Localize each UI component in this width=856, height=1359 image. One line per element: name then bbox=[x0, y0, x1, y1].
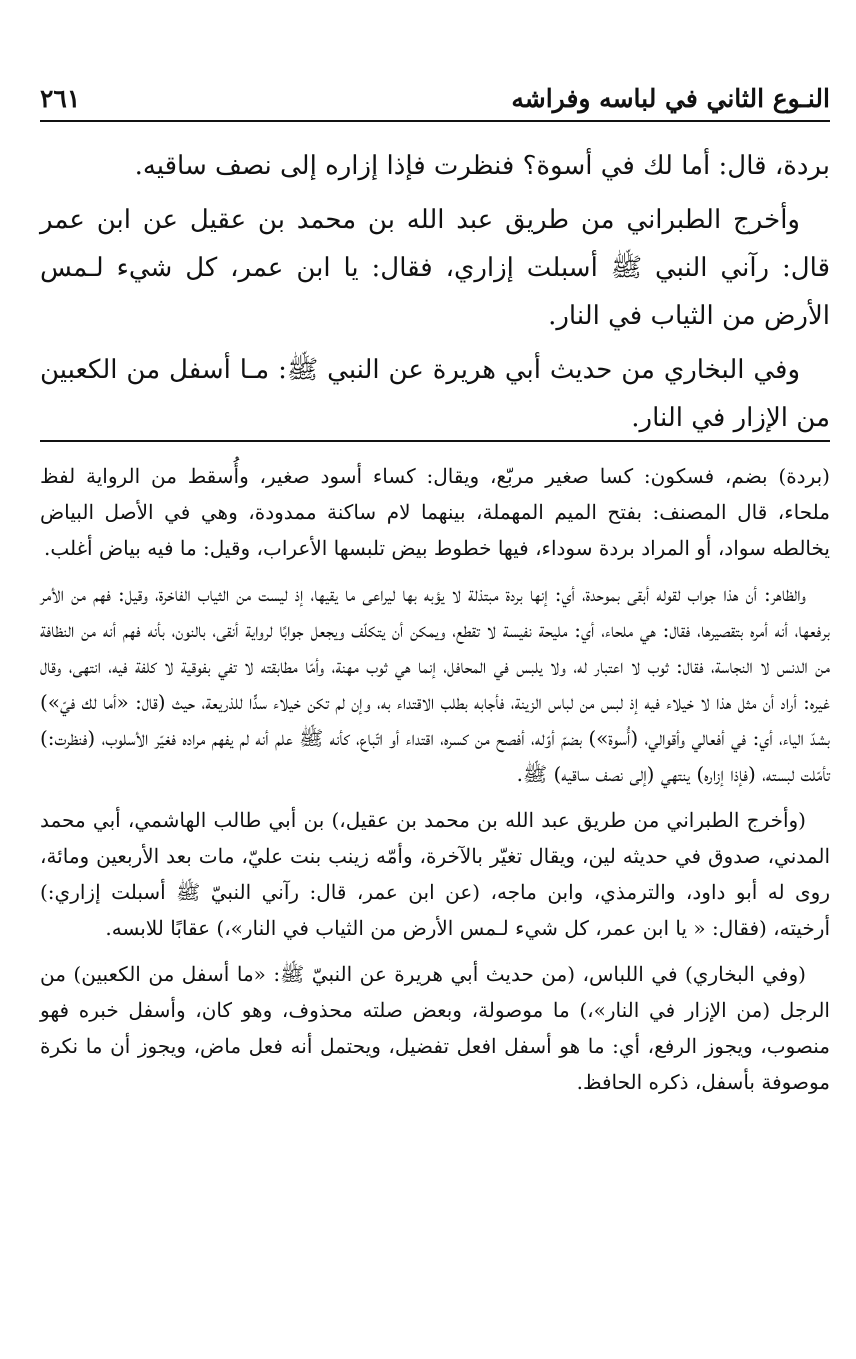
header-rule bbox=[40, 120, 830, 122]
commentary-paragraph-3: (وأخرج الطبراني من طريق عبد الله بن محمد بن عقيل،) بن أبي طالب الهاشمي، أبي محمد المدني، صدوق في حديثه لين، ويقال تغيّر بالآخرة، وأمّه زينب بنت عليّ، مات بعد الأربعين ومائة، روى له أبو داود، والترمذي، وابن ماجه، (عن ابن عمر، قال: رآني النبيّ ﷺ أسبلت إزاري:) أرخيته، (فقال: « يا ابن عمر، كل شيء لـمس الأرض من الثياب في النار»،) عقابًا للابسه. bbox=[40, 808, 830, 940]
commentary-paragraph-4: (وفي البخاري) في اللباس، (من حديث أبي هريرة عن النبيّ ﷺ: «ما أسفل من الكعبين) من الرجل (من الإزار في النار»،) ما موصولة، وبعض صلته محذوف، وهو كان، وأسفل خبره فهو منصوب، ويجوز الرفع، أي: ما هو أسفل افعل تفضيل، ويحتمل أنه فعل ماض، ويجوز أن ما نكرة موصوفة بأسفل، ذكره الحافظ. bbox=[40, 962, 830, 1094]
main-text bbox=[40, 142, 830, 448]
header-title: النـوع الثاني في لباسه وفراشه bbox=[511, 83, 830, 113]
commentary-paragraph-2: والظاهر: أن هذا جواب لقوله أبقى بموحدة، أي: إنها بردة مبتذلة لا يؤبه بها ليراعى ما يقيها، إذ ليست من الثياب الفاخرة، وقيل: فهم من الأمر برفعها، أنه أمره بتقصيرها، فقال: هي ملحاء، أي: مليحة نفيسة لا تقطع، ويمكن أن يتكلّف ويجعل جوابًا لرواية أنقى، بالنون، بأنه فهم أنه من النظافة من الدنس لا النجاسة، فقال: ثوب لا اعتبار له، ولا يلبس في المحافل، إنما هي ثوب مهنة، وأمّا مطابقته لا تفي بفوقية لا كلفة فيه، انتهى، وقال غيره: أراد أن مثل هذا لا خيلاء فيه إذ لبس من لباس الزينة، فأجابه بطلب الاقتداء به، وإن لم تكن خيلاء سدًّا للذريعة، حيث (قال: «أما لك فيّ») بشدّ الياء، أي: في أفعالي وأقوالي، (أُسوة») بضمّ أوّله، أفصح من كسره، اقتداء أو اتّباع، كأنه ﷺ علم أنه لم يفهم مراده فغيّر الأسلوب، (فنظرت:) تأمّلت لبسته، (فإذا إزاره) ينتهي (إلى نصف ساقيه) ﷺ. bbox=[40, 582, 830, 786]
main-paragraph-2: وأخرج الطبراني من طريق عبد الله بن محمد بن عقيل عن ابن عمر قال: رآني النبي ﷺ أسبلت إزاري، فقال: يا ابن عمر، كل شيء لـمس الأرض من الثياب في النار. bbox=[40, 205, 830, 331]
page-number: ٢٦١ bbox=[40, 83, 81, 113]
document-page bbox=[40, 0, 830, 1359]
running-header bbox=[40, 76, 830, 120]
main-paragraph-3: وفي البخاري من حديث أبي هريرة عن النبي ﷺ: مـا أسفل من الكعبين من الإزار في النار. bbox=[40, 355, 830, 433]
main-paragraph-1: بردة، قال: أما لك في أسوة؟ فنظرت فإذا إزاره إلى نصف ساقيه. bbox=[134, 151, 830, 181]
footnote-separator bbox=[40, 440, 830, 442]
commentary bbox=[40, 458, 830, 1110]
commentary-paragraph-1: (بردة) بضم، فسكون: كسا صغير مربّع، ويقال: كساء أسود صغير، وأُسقط من الرواية لفظ ملحاء، قال المصنف: بفتح الميم المهملة، بينهما لام ساكنة ممدودة، وهي في الأصل البياض يخالطه سواد، أو المراد بردة سوداء، فيها خطوط بيض تلبسها الأعراب، وقيل: ما فيه بياض أغلب. bbox=[40, 464, 830, 560]
